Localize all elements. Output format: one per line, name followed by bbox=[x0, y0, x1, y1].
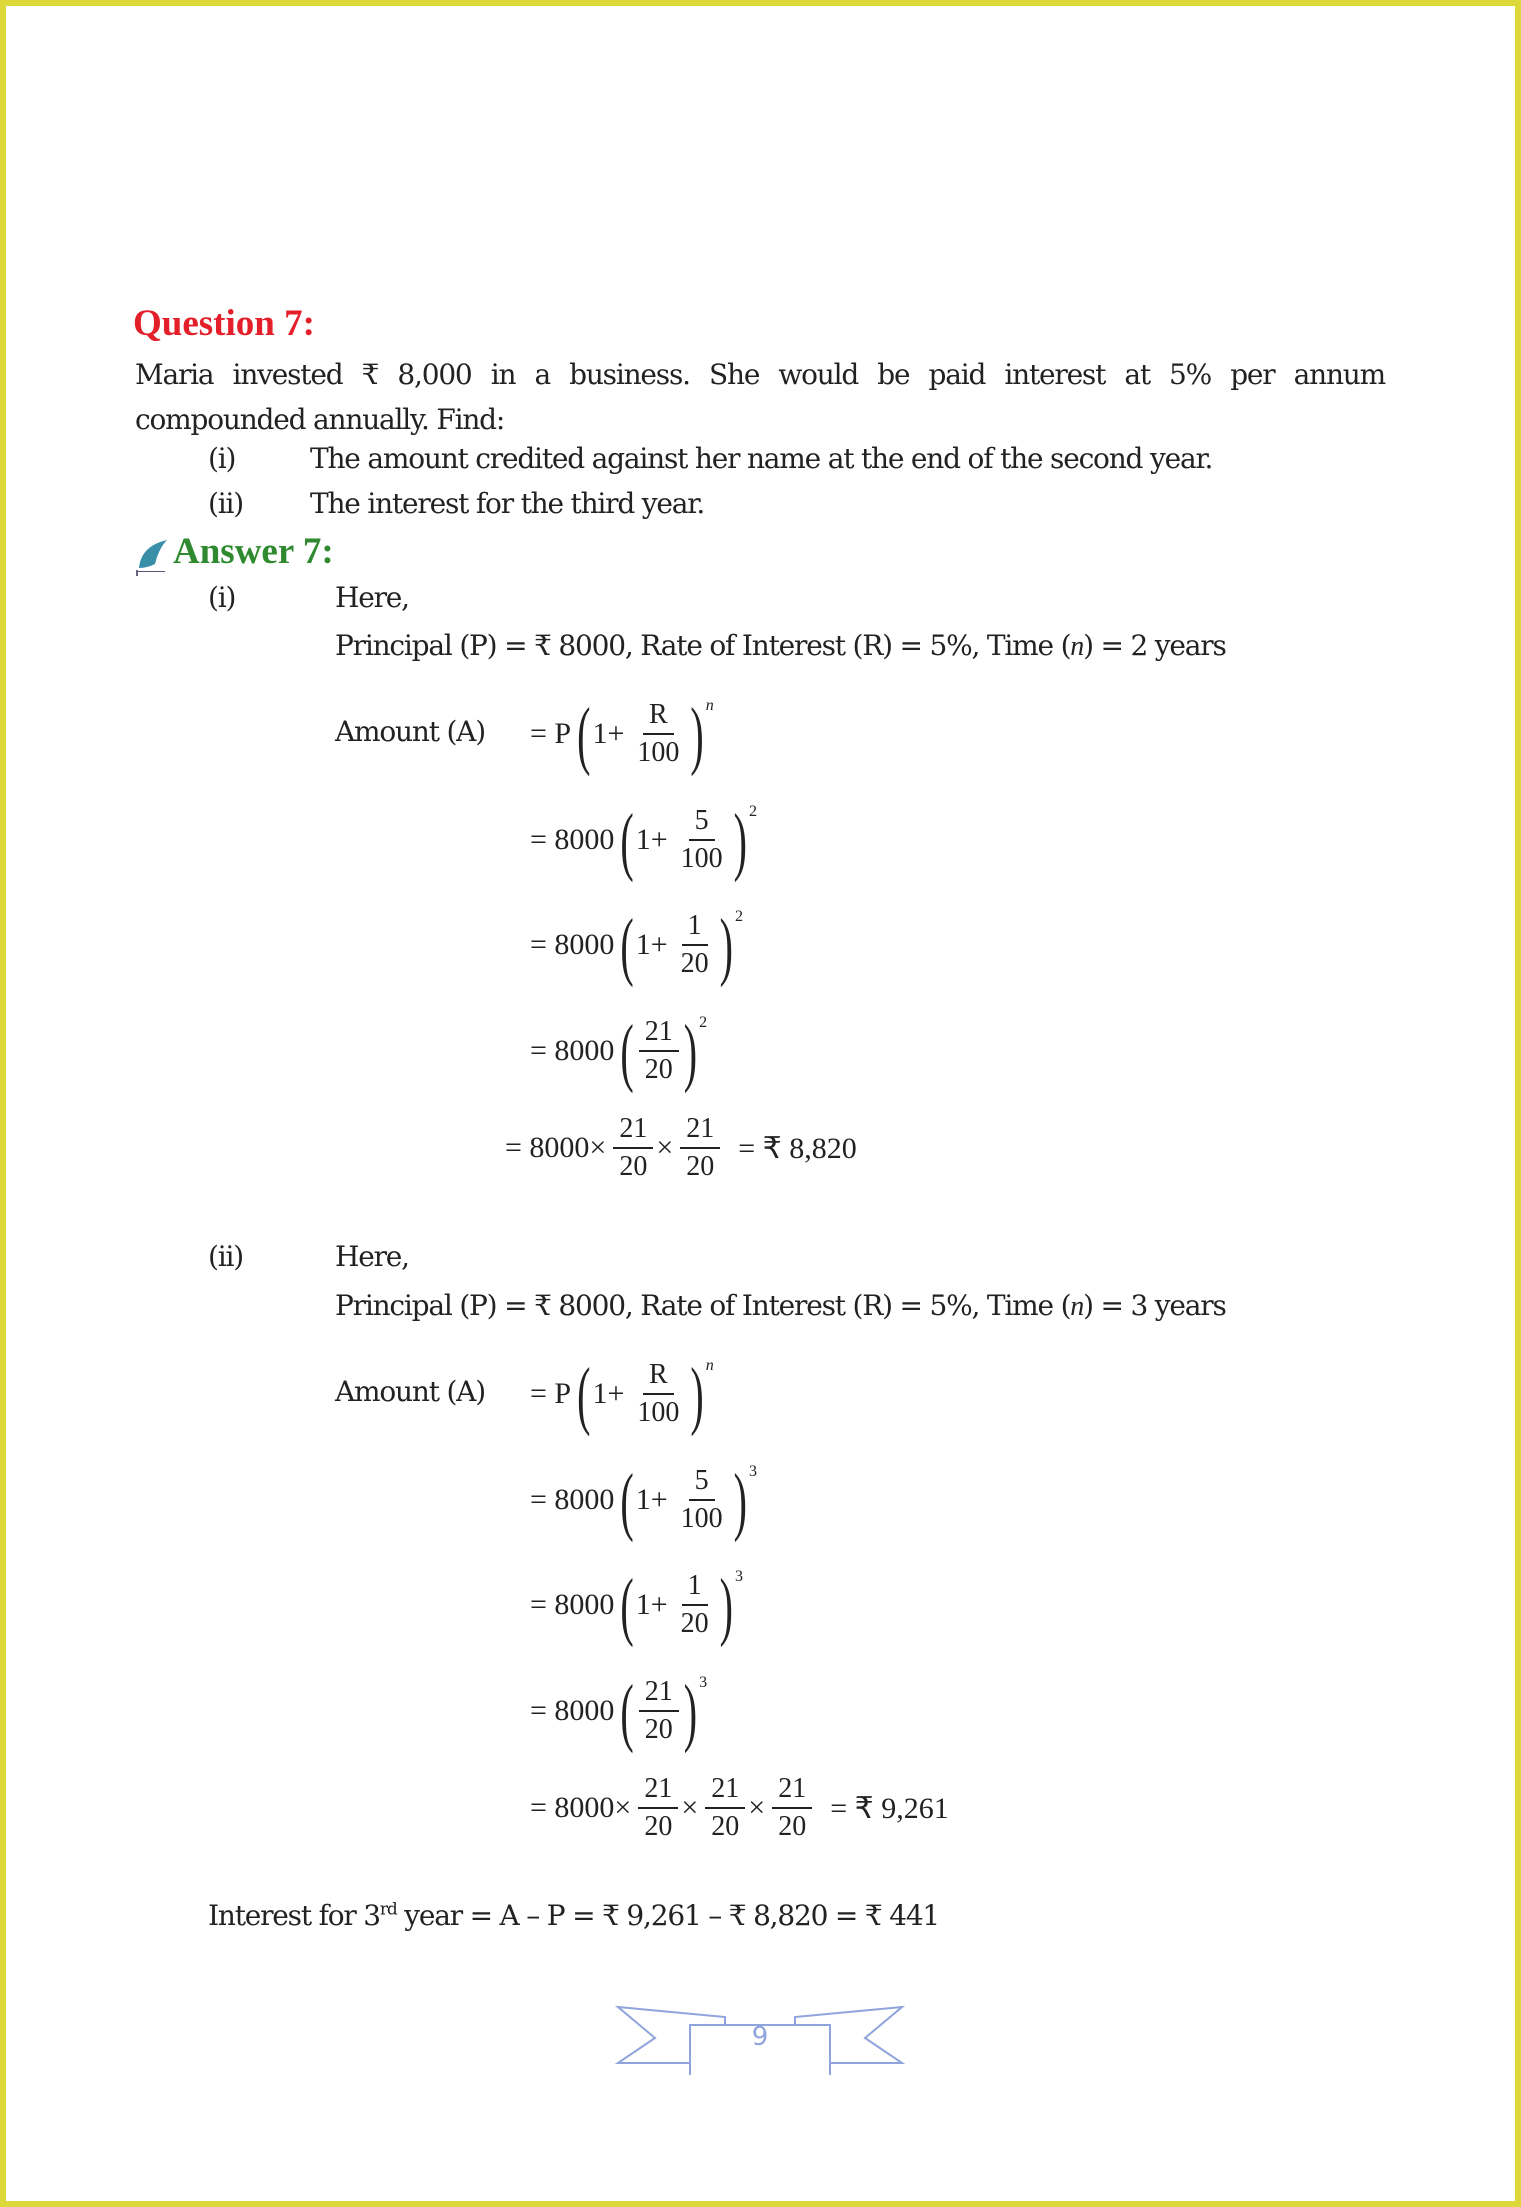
equation-row bbox=[530, 1753, 953, 1863]
equation-row bbox=[530, 1656, 707, 1766]
interest-result bbox=[208, 1899, 939, 1932]
given-prefix: Principal (P) = ₹ 8000, Rate of Interest (R) = 5%, Time ( bbox=[335, 629, 1071, 662]
fraction bbox=[638, 1773, 678, 1843]
close-paren: ) bbox=[683, 1668, 698, 1754]
exponent: 2 bbox=[735, 908, 743, 925]
numerator: R bbox=[643, 699, 674, 735]
numerator: 21 bbox=[639, 1016, 679, 1052]
equation-row bbox=[530, 785, 757, 895]
fraction bbox=[675, 910, 715, 980]
math-text: 1+ bbox=[635, 1483, 668, 1516]
given-var: n bbox=[1070, 631, 1084, 662]
math-text: = 8000 bbox=[530, 1483, 615, 1516]
open-paren: ( bbox=[577, 691, 591, 777]
open-paren: ( bbox=[620, 1562, 634, 1648]
question-text-line2: compounded annually. Find: bbox=[135, 403, 505, 436]
equation-row bbox=[530, 1550, 743, 1660]
numerator: 5 bbox=[689, 1465, 715, 1501]
close-paren: ) bbox=[719, 1562, 733, 1648]
close-paren: ) bbox=[719, 902, 733, 988]
math-text: = 8000 bbox=[530, 823, 615, 856]
math-text: = 8000 bbox=[530, 1588, 615, 1621]
exponent: 2 bbox=[749, 803, 757, 820]
fraction bbox=[613, 1113, 653, 1183]
denominator: 100 bbox=[680, 843, 723, 874]
tiwari-logo-icon bbox=[133, 538, 169, 578]
answer-here-i: Here, bbox=[335, 581, 409, 614]
numerator: 21 bbox=[638, 1773, 678, 1809]
denominator: 20 bbox=[644, 1054, 673, 1085]
part-label-ii: (ii) bbox=[208, 487, 243, 520]
math-text: × bbox=[681, 1791, 699, 1824]
open-paren: ( bbox=[620, 797, 634, 883]
fraction bbox=[705, 1773, 745, 1843]
math-text: 1+ bbox=[635, 1588, 668, 1621]
equation-row bbox=[530, 679, 714, 789]
answer-part-label-ii: (ii) bbox=[208, 1240, 243, 1273]
equation-row bbox=[505, 1093, 861, 1203]
exponent: 3 bbox=[735, 1568, 743, 1585]
denominator: 20 bbox=[778, 1811, 807, 1842]
amount-label-ii: Amount (A) bbox=[335, 1375, 485, 1408]
numerator: 21 bbox=[705, 1773, 745, 1809]
close-paren: ) bbox=[733, 797, 747, 883]
denominator: 20 bbox=[680, 1608, 709, 1639]
close-paren: ) bbox=[683, 1008, 698, 1094]
numerator: R bbox=[643, 1359, 674, 1395]
given-suffix: ) = 2 years bbox=[1083, 629, 1226, 662]
math-text: = ₹ 9,261 bbox=[815, 1791, 949, 1825]
close-paren: ) bbox=[690, 691, 704, 777]
fraction bbox=[639, 1676, 679, 1746]
equation-row bbox=[530, 996, 707, 1106]
open-paren: ( bbox=[620, 902, 634, 988]
question-text bbox=[135, 352, 1385, 442]
exponent: n bbox=[705, 697, 714, 714]
fraction bbox=[680, 1113, 720, 1183]
part-text-ii: The interest for the third year. bbox=[310, 487, 705, 520]
interest-sup: rd bbox=[379, 1899, 397, 1920]
denominator: 20 bbox=[711, 1811, 740, 1842]
math-text: × bbox=[656, 1131, 674, 1164]
part-label-i: (i) bbox=[208, 442, 236, 475]
open-paren: ( bbox=[577, 1351, 591, 1437]
answer-here-ii: Here, bbox=[335, 1240, 409, 1273]
denominator: 100 bbox=[637, 737, 680, 768]
question-title: Question 7: bbox=[133, 303, 315, 344]
numerator: 21 bbox=[613, 1113, 653, 1149]
close-paren: ) bbox=[733, 1457, 747, 1543]
given-suffix: ) = 3 years bbox=[1083, 1289, 1226, 1322]
question-text-line1: Maria invested ₹ 8,000 in a business. She would be paid interest at 5% per annum bbox=[135, 358, 1385, 391]
interest-suffix: year = A – P = ₹ 9,261 – ₹ 8,820 = ₹ 441 bbox=[396, 1899, 940, 1932]
math-text: = P bbox=[530, 1377, 572, 1410]
fraction bbox=[772, 1773, 812, 1843]
math-text: = 8000 bbox=[530, 1034, 615, 1067]
denominator: 100 bbox=[637, 1397, 680, 1428]
math-text: = 8000× bbox=[505, 1131, 607, 1164]
denominator: 20 bbox=[619, 1151, 648, 1182]
fraction bbox=[639, 1016, 679, 1086]
fraction bbox=[631, 1359, 685, 1429]
denominator: 20 bbox=[686, 1151, 715, 1182]
answer-title: Answer 7: bbox=[173, 531, 334, 572]
page-number: 9 bbox=[751, 2022, 769, 2052]
exponent: n bbox=[705, 1357, 714, 1374]
exponent: 2 bbox=[699, 1014, 708, 1031]
equation-row bbox=[530, 1339, 714, 1449]
fraction bbox=[675, 1465, 729, 1535]
numerator: 21 bbox=[680, 1113, 720, 1149]
exponent: 3 bbox=[749, 1463, 757, 1480]
exponent: 3 bbox=[699, 1674, 708, 1691]
given-prefix: Principal (P) = ₹ 8000, Rate of Interest (R) = 5%, Time ( bbox=[335, 1289, 1071, 1322]
open-paren: ( bbox=[620, 1668, 634, 1754]
equation-row bbox=[530, 1445, 757, 1555]
numerator: 1 bbox=[682, 1570, 708, 1606]
math-text: 1+ bbox=[635, 928, 668, 961]
denominator: 20 bbox=[644, 1714, 673, 1745]
math-text: × bbox=[748, 1791, 766, 1824]
fraction bbox=[675, 805, 729, 875]
denominator: 100 bbox=[680, 1503, 723, 1534]
open-paren: ( bbox=[620, 1457, 634, 1543]
math-text: 1+ bbox=[592, 717, 625, 750]
numerator: 21 bbox=[772, 1773, 812, 1809]
answer-part-label-i: (i) bbox=[208, 581, 236, 614]
math-text: 1+ bbox=[592, 1377, 625, 1410]
numerator: 21 bbox=[639, 1676, 679, 1712]
denominator: 20 bbox=[644, 1811, 673, 1842]
numerator: 5 bbox=[689, 805, 715, 841]
fraction bbox=[675, 1570, 715, 1640]
given-var: n bbox=[1070, 1291, 1084, 1322]
math-text: = P bbox=[530, 717, 572, 750]
given-values-i bbox=[335, 629, 1226, 663]
given-values-ii bbox=[335, 1289, 1226, 1323]
amount-label-i: Amount (A) bbox=[335, 715, 485, 748]
interest-prefix: Interest for 3 bbox=[208, 1899, 380, 1932]
equation-row bbox=[530, 890, 743, 1000]
close-paren: ) bbox=[690, 1351, 704, 1437]
denominator: 20 bbox=[680, 948, 709, 979]
math-text: 1+ bbox=[635, 823, 668, 856]
math-text: = 8000× bbox=[530, 1791, 632, 1824]
numerator: 1 bbox=[682, 910, 708, 946]
math-text: = 8000 bbox=[530, 928, 615, 961]
math-text: = 8000 bbox=[530, 1694, 615, 1727]
open-paren: ( bbox=[620, 1008, 634, 1094]
math-text: = ₹ 8,820 bbox=[723, 1131, 857, 1165]
part-text-i: The amount credited against her name at the end of the second year. bbox=[310, 442, 1213, 475]
fraction bbox=[631, 699, 685, 769]
